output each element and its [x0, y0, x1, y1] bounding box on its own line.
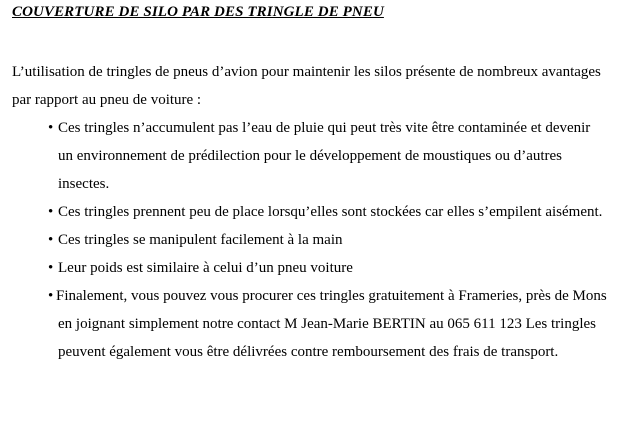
list-item-text: Ces tringles se manipulent facilement à la main — [58, 232, 343, 248]
list-item-text: Ces tringles n’accumulent pas l’eau de pluie qui peut très vite être contaminée et devenir un environnement de prédilection pour le développement de moustiques ou d’autres insectes. — [58, 120, 591, 192]
list-item — [48, 282, 608, 366]
bullet-icon: • — [48, 232, 54, 248]
bullet-icon: • — [48, 204, 54, 220]
bullet-icon: • — [48, 288, 54, 304]
list-item — [48, 198, 608, 226]
list-item — [48, 226, 608, 254]
list-item-text: Leur poids est similaire à celui d’un pneu voiture — [58, 260, 353, 276]
list-item — [48, 114, 608, 198]
intro-paragraph: L’utilisation de tringles de pneus d’avion pour maintenir les silos présente de nombreux avantages par rapport au pneu de voiture : — [12, 64, 601, 108]
list-item-text: Finalement, vous pouvez vous procurer ces tringles gratuitement à Frameries, près de Mons en joignant simplement notre contact M Jean-Marie BERTIN au 065 611 123 Les tringles peuvent également vous être délivrées contre remboursement des frais de transport. — [56, 288, 607, 360]
advantages-list — [48, 114, 608, 366]
document-title: COUVERTURE DE SILO PAR DES TRINGLE DE PNEU — [12, 4, 384, 20]
bullet-icon: • — [48, 260, 54, 276]
list-item — [48, 254, 608, 282]
bullet-icon: • — [48, 120, 54, 136]
list-item-text: Ces tringles prennent peu de place lorsqu’elles sont stockées car elles s’empilent aisément. — [58, 204, 603, 220]
